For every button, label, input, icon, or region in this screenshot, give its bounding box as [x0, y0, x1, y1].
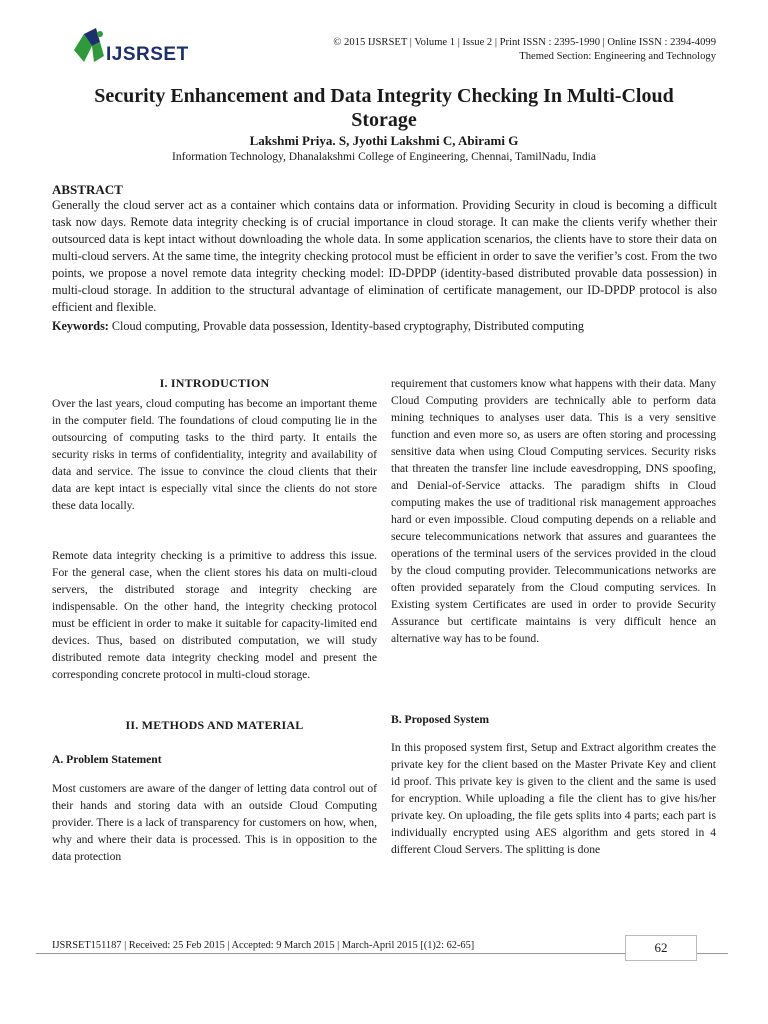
introduction-heading: I. INTRODUCTION — [159, 376, 270, 390]
proposed-system-paragraph — [391, 739, 716, 858]
right-text-1: requirement that customers know what happens with their data. Many Cloud Computing providers are technically able to perform data mining techniques to analyses user data. This is a very sensitive function and even more so, as users are often storing and processing sensitive data when using Cloud Computing services. Security risks that threaten the transfer line include eavesdropping, DNS spoofing, and Denial-of-Service attacks. The paradigm shifts in Cloud computing makes the use of traditional risk management approaches hard or even impossible. Cloud computing depends on a reliable and secure telecommunications network that assures and guarantees the operations of the terminal users of the services provided in the cloud by the cloud computing provider. Telecommunications networks are often provided separately from the Cloud computing services. In Existing system Certificates are used in order to provide Security Assurance but certificate maintains is very difficult hence an alternative way has to be found. — [391, 377, 716, 645]
intro-text-2: Remote data integrity checking is a primitive to address this issue. For the general case, when the client stores his data on multi-cloud servers, the distributed storage and integrity checking are indispensable. On the other hand, the integrity checking protocol must be efficient in order to make it suitable for capacity-limited end devices. Thus, based on distributed computation, we will study distributed remote data integrity checking model and present the corresponding concrete protocol in multi-cloud storage. — [52, 549, 377, 681]
abstract-heading: ABSTRACT — [52, 182, 123, 197]
intro-text-1: Over the last years, cloud computing has become an important theme in the computer field. The foundations of cloud computing lie in the outsourcing of computing tasks to the third party. It entails the security risks in terms of confidentiality, integrity and availability of data and service. The issue to convince the cloud clients that their data are kept intact is especially vital since the clients do not store these data locally. — [52, 397, 377, 512]
problem-statement-paragraph — [52, 780, 377, 865]
abstract-section — [52, 197, 717, 335]
footer-citation: IJSRSET151187 | Received: 25 Feb 2015 | Accepted: 9 March 2015 | March-April 2015 [(1)2: 62-65] — [52, 940, 475, 951]
journal-header-info — [333, 36, 716, 64]
methods-heading: II. METHODS AND MATERIAL — [125, 718, 304, 732]
right-column-paragraph-1 — [391, 375, 716, 647]
journal-logo — [70, 24, 190, 70]
keywords-label: Keywords: — [52, 319, 109, 333]
problem-text: Most customers are aware of the danger of letting data control out of their hands and storing data with an outside Cloud Computing provider. There is a lack of transparency for customers on how, when, why and where their data is processed. This is in opposition to the data protection — [52, 782, 377, 863]
logo-emblem-icon — [70, 24, 110, 68]
logo-text: IJSRSET — [106, 44, 189, 65]
page-number: 62 — [625, 935, 697, 961]
paper-affiliation: Information Technology, Dhanalakshmi College of Engineering, Chennai, TamilNadu, India — [172, 151, 596, 163]
keywords-text: Cloud computing, Provable data possession, Identity-based cryptography, Distributed computing — [108, 319, 584, 333]
paper-title: Security Enhancement and Data Integrity Checking In Multi-Cloud Storage — [94, 85, 674, 131]
keywords-line — [52, 318, 717, 335]
problem-statement-heading: A. Problem Statement — [52, 753, 162, 766]
proposed-system-heading: B. Proposed System — [391, 713, 490, 726]
proposed-text: In this proposed system first, Setup and Extract algorithm creates the private key for the client based on the Master Private Key and client id proof. This private key is given to the client and the same is used for encryption. While uploading a file the client has to give his/her private key. On uploading, the file gets splits into 4 parts; each part is individually encrypted using AES algorithm and gets stored in 4 different Cloud Servers. The splitting is done — [391, 741, 716, 856]
paper-authors: Lakshmi Priya. S, Jyothi Lakshmi C, Abirami G — [249, 133, 519, 148]
abstract-body: Generally the cloud server act as a container which contains data or information. Providing Security in cloud is becoming a difficult task now days. Remote data integrity checking is of crucial importance in cloud storage. It can make the clients verify whether their outsourced data is kept intact without downloading the whole data. In some application scenarios, the clients have to store their data on multi-cloud servers. At the same time, the integrity checking protocol must be efficient in order to save the verifier’s cost. From the two points, we propose a novel remote data integrity checking model: ID-DPDP (identity-based distributed provable data possession) in multi-cloud storage. In addition to the structural advantage of elimination of certificate management, our ID-DPDP protocol is also efficient and flexible. — [52, 198, 717, 314]
introduction-paragraph-1 — [52, 395, 377, 514]
themed-section: Themed Section: Engineering and Technology — [519, 51, 716, 62]
copyright-line: © 2015 IJSRSET | Volume 1 | Issue 2 | Print ISSN : 2395-1990 | Online ISSN : 2394-4099 — [333, 37, 716, 48]
introduction-paragraph-2 — [52, 547, 377, 683]
